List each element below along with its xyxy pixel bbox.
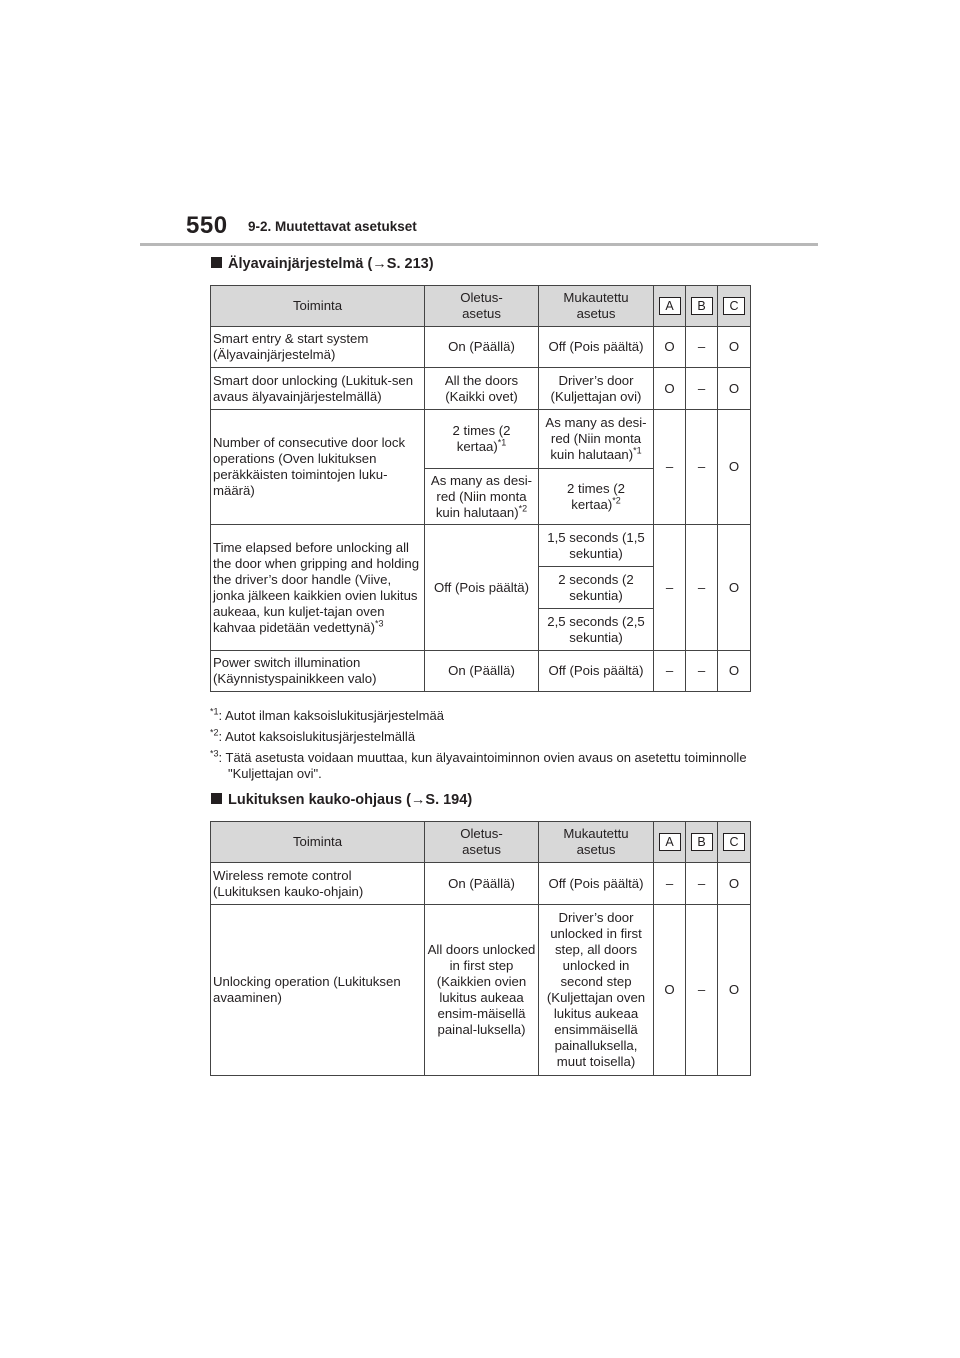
row-c: O <box>718 525 751 651</box>
row-default: All doors unlocked in first step (Kaikkien ovien lukitus aukeaa ensim-mäisellä painal-luksella) <box>425 905 539 1076</box>
row-a: – <box>654 525 686 651</box>
header-default-line2: asetus <box>462 842 501 857</box>
row-default-text: As many as desi-red (Niin monta kuin halutaan) <box>430 472 533 520</box>
row-custom: 2 seconds (2 sekuntia) <box>539 567 654 609</box>
header-custom <box>539 286 654 327</box>
header-a <box>654 286 686 327</box>
row-custom: Driver’s door unlocked in first step, all doors unlocked in second step (Kuljettajan oven lukitus aukeaa ensimmäisellä painalluksella, muut toisella) <box>539 905 654 1076</box>
row-a: – <box>654 410 686 525</box>
smart-key-settings-table <box>210 285 751 692</box>
table-row <box>211 905 751 1076</box>
footnote-mark: *2 <box>612 495 621 506</box>
header-default-line2: asetus <box>462 306 501 321</box>
row-a: O <box>654 905 686 1076</box>
row-default: On (Päällä) <box>425 863 539 905</box>
column-c-badge: C <box>723 297 745 315</box>
chapter-title: 9-2. Muutettavat asetukset <box>248 219 417 234</box>
row-b: – <box>686 863 718 905</box>
header-c <box>718 822 751 863</box>
section-title-text: Älyavainjärjestelmä (→S. 213) <box>228 256 434 272</box>
header-default-line1: Oletus- <box>460 826 503 841</box>
footnote-mark: *1 <box>497 437 507 448</box>
row-a: O <box>654 368 686 410</box>
column-b-badge: B <box>691 833 713 851</box>
row-function: Smart entry & start system (Älyavainjärjestelmä) <box>211 327 425 368</box>
row-function-text: Time elapsed before unlocking all the door when gripping and holding the driver’s door handle (Viive, jonka jälkeen kaikkien ovien lukitus aukeaa, kun kuljet-tajan oven kahvaa pidetään vedettynä) <box>213 539 420 635</box>
header-custom-line2: asetus <box>576 306 616 321</box>
header-a <box>654 822 686 863</box>
row-a: O <box>654 327 686 368</box>
header-rule <box>140 243 818 246</box>
row-default <box>425 469 539 525</box>
square-bullet-icon <box>211 793 222 804</box>
row-default: Off (Pois päältä) <box>425 525 539 651</box>
header-default <box>425 822 539 863</box>
row-b: – <box>686 905 718 1076</box>
row-function: Unlocking operation (Lukituksen avaaminen) <box>211 905 425 1076</box>
row-function <box>211 525 425 651</box>
footnote-text: : Tätä asetusta voidaan muuttaa, kun älyavaintoiminnon ovien avaus on asetettu toiminnolle "Kuljettajan ovi". <box>218 750 747 781</box>
header-c <box>718 286 751 327</box>
table-row <box>211 368 751 410</box>
footnote-1 <box>210 708 770 724</box>
row-custom: Driver’s door (Kuljettajan ovi) <box>539 368 654 410</box>
header-custom-line1: Mukautettu <box>563 290 629 305</box>
row-custom: Off (Pois päältä) <box>539 327 654 368</box>
header-custom-line2: asetus <box>576 842 616 857</box>
footnote-mark: *3 <box>375 618 384 629</box>
footnote-mark: *2 <box>518 503 528 514</box>
header-default <box>425 286 539 327</box>
column-c-badge: C <box>723 833 745 851</box>
row-b: – <box>686 368 718 410</box>
row-custom <box>539 469 654 525</box>
row-custom: Off (Pois päältä) <box>539 863 654 905</box>
row-b: – <box>686 410 718 525</box>
footnote-3 <box>210 750 758 782</box>
table-row <box>211 327 751 368</box>
header-custom-line1: Mukautettu <box>563 826 629 841</box>
header-default-line1: Oletus- <box>460 290 503 305</box>
row-c: O <box>718 410 751 525</box>
row-function: Number of consecutive door lock operations (Oven lukituksen peräkkäisten toimintojen luku-määrä) <box>211 410 425 525</box>
row-default: All the doors (Kaikki ovet) <box>425 368 539 410</box>
column-a-badge: A <box>659 297 681 315</box>
table-row <box>211 863 751 905</box>
row-c: O <box>718 368 751 410</box>
header-b <box>686 286 718 327</box>
row-b: – <box>686 651 718 692</box>
column-a-badge: A <box>659 833 681 851</box>
footnote-2 <box>210 729 770 745</box>
row-custom-text: As many as desi-red (Niin monta kuin halutaan) <box>545 415 647 462</box>
row-custom-text: 2 times (2 kertaa) <box>567 480 625 512</box>
row-a: – <box>654 863 686 905</box>
square-bullet-icon <box>211 257 222 268</box>
row-c: O <box>718 327 751 368</box>
table-row <box>211 525 751 567</box>
remote-control-settings-table <box>210 821 751 1076</box>
footnote-mark: *3 <box>210 748 219 759</box>
row-b: – <box>686 525 718 651</box>
row-b: – <box>686 327 718 368</box>
footnote-text: : Autot ilman kaksoislukitusjärjestelmää <box>218 708 444 723</box>
column-b-badge: B <box>691 297 713 315</box>
row-function: Smart door unlocking (Lukituk-sen avaus älyavainjärjestelmällä) <box>211 368 425 410</box>
row-c: O <box>718 651 751 692</box>
page-number: 550 <box>186 212 228 239</box>
row-default <box>425 410 539 469</box>
section-title-text: Lukituksen kauko-ohjaus (→S. 194) <box>228 792 473 808</box>
section-title-remote-control <box>211 792 472 808</box>
footnote-mark: *1 <box>633 445 642 456</box>
header-b <box>686 822 718 863</box>
table-row <box>211 410 751 469</box>
row-default-text: 2 times (2 kertaa) <box>452 423 511 454</box>
row-custom <box>539 410 654 469</box>
header-function: Toiminta <box>211 822 425 863</box>
row-a: – <box>654 651 686 692</box>
row-default: On (Päällä) <box>425 651 539 692</box>
footnote-text: : Autot kaksoislukitusjärjestelmällä <box>218 729 416 744</box>
row-custom: Off (Pois päältä) <box>539 651 654 692</box>
row-function: Power switch illumination (Käynnistyspainikkeen valo) <box>211 651 425 692</box>
row-c: O <box>718 905 751 1076</box>
table-header-row <box>211 822 751 863</box>
header-function: Toiminta <box>211 286 425 327</box>
section-title-smart-key <box>211 256 434 272</box>
footnote-mark: *2 <box>210 727 219 738</box>
row-default: On (Päällä) <box>425 327 539 368</box>
footnote-mark: *1 <box>210 706 219 717</box>
header-custom <box>539 822 654 863</box>
row-custom: 2,5 seconds (2,5 sekuntia) <box>539 609 654 651</box>
table-header-row <box>211 286 751 327</box>
row-custom: 1,5 seconds (1,5 sekuntia) <box>539 525 654 567</box>
row-function: Wireless remote control (Lukituksen kauko-ohjain) <box>211 863 425 905</box>
table-row <box>211 651 751 692</box>
row-c: O <box>718 863 751 905</box>
